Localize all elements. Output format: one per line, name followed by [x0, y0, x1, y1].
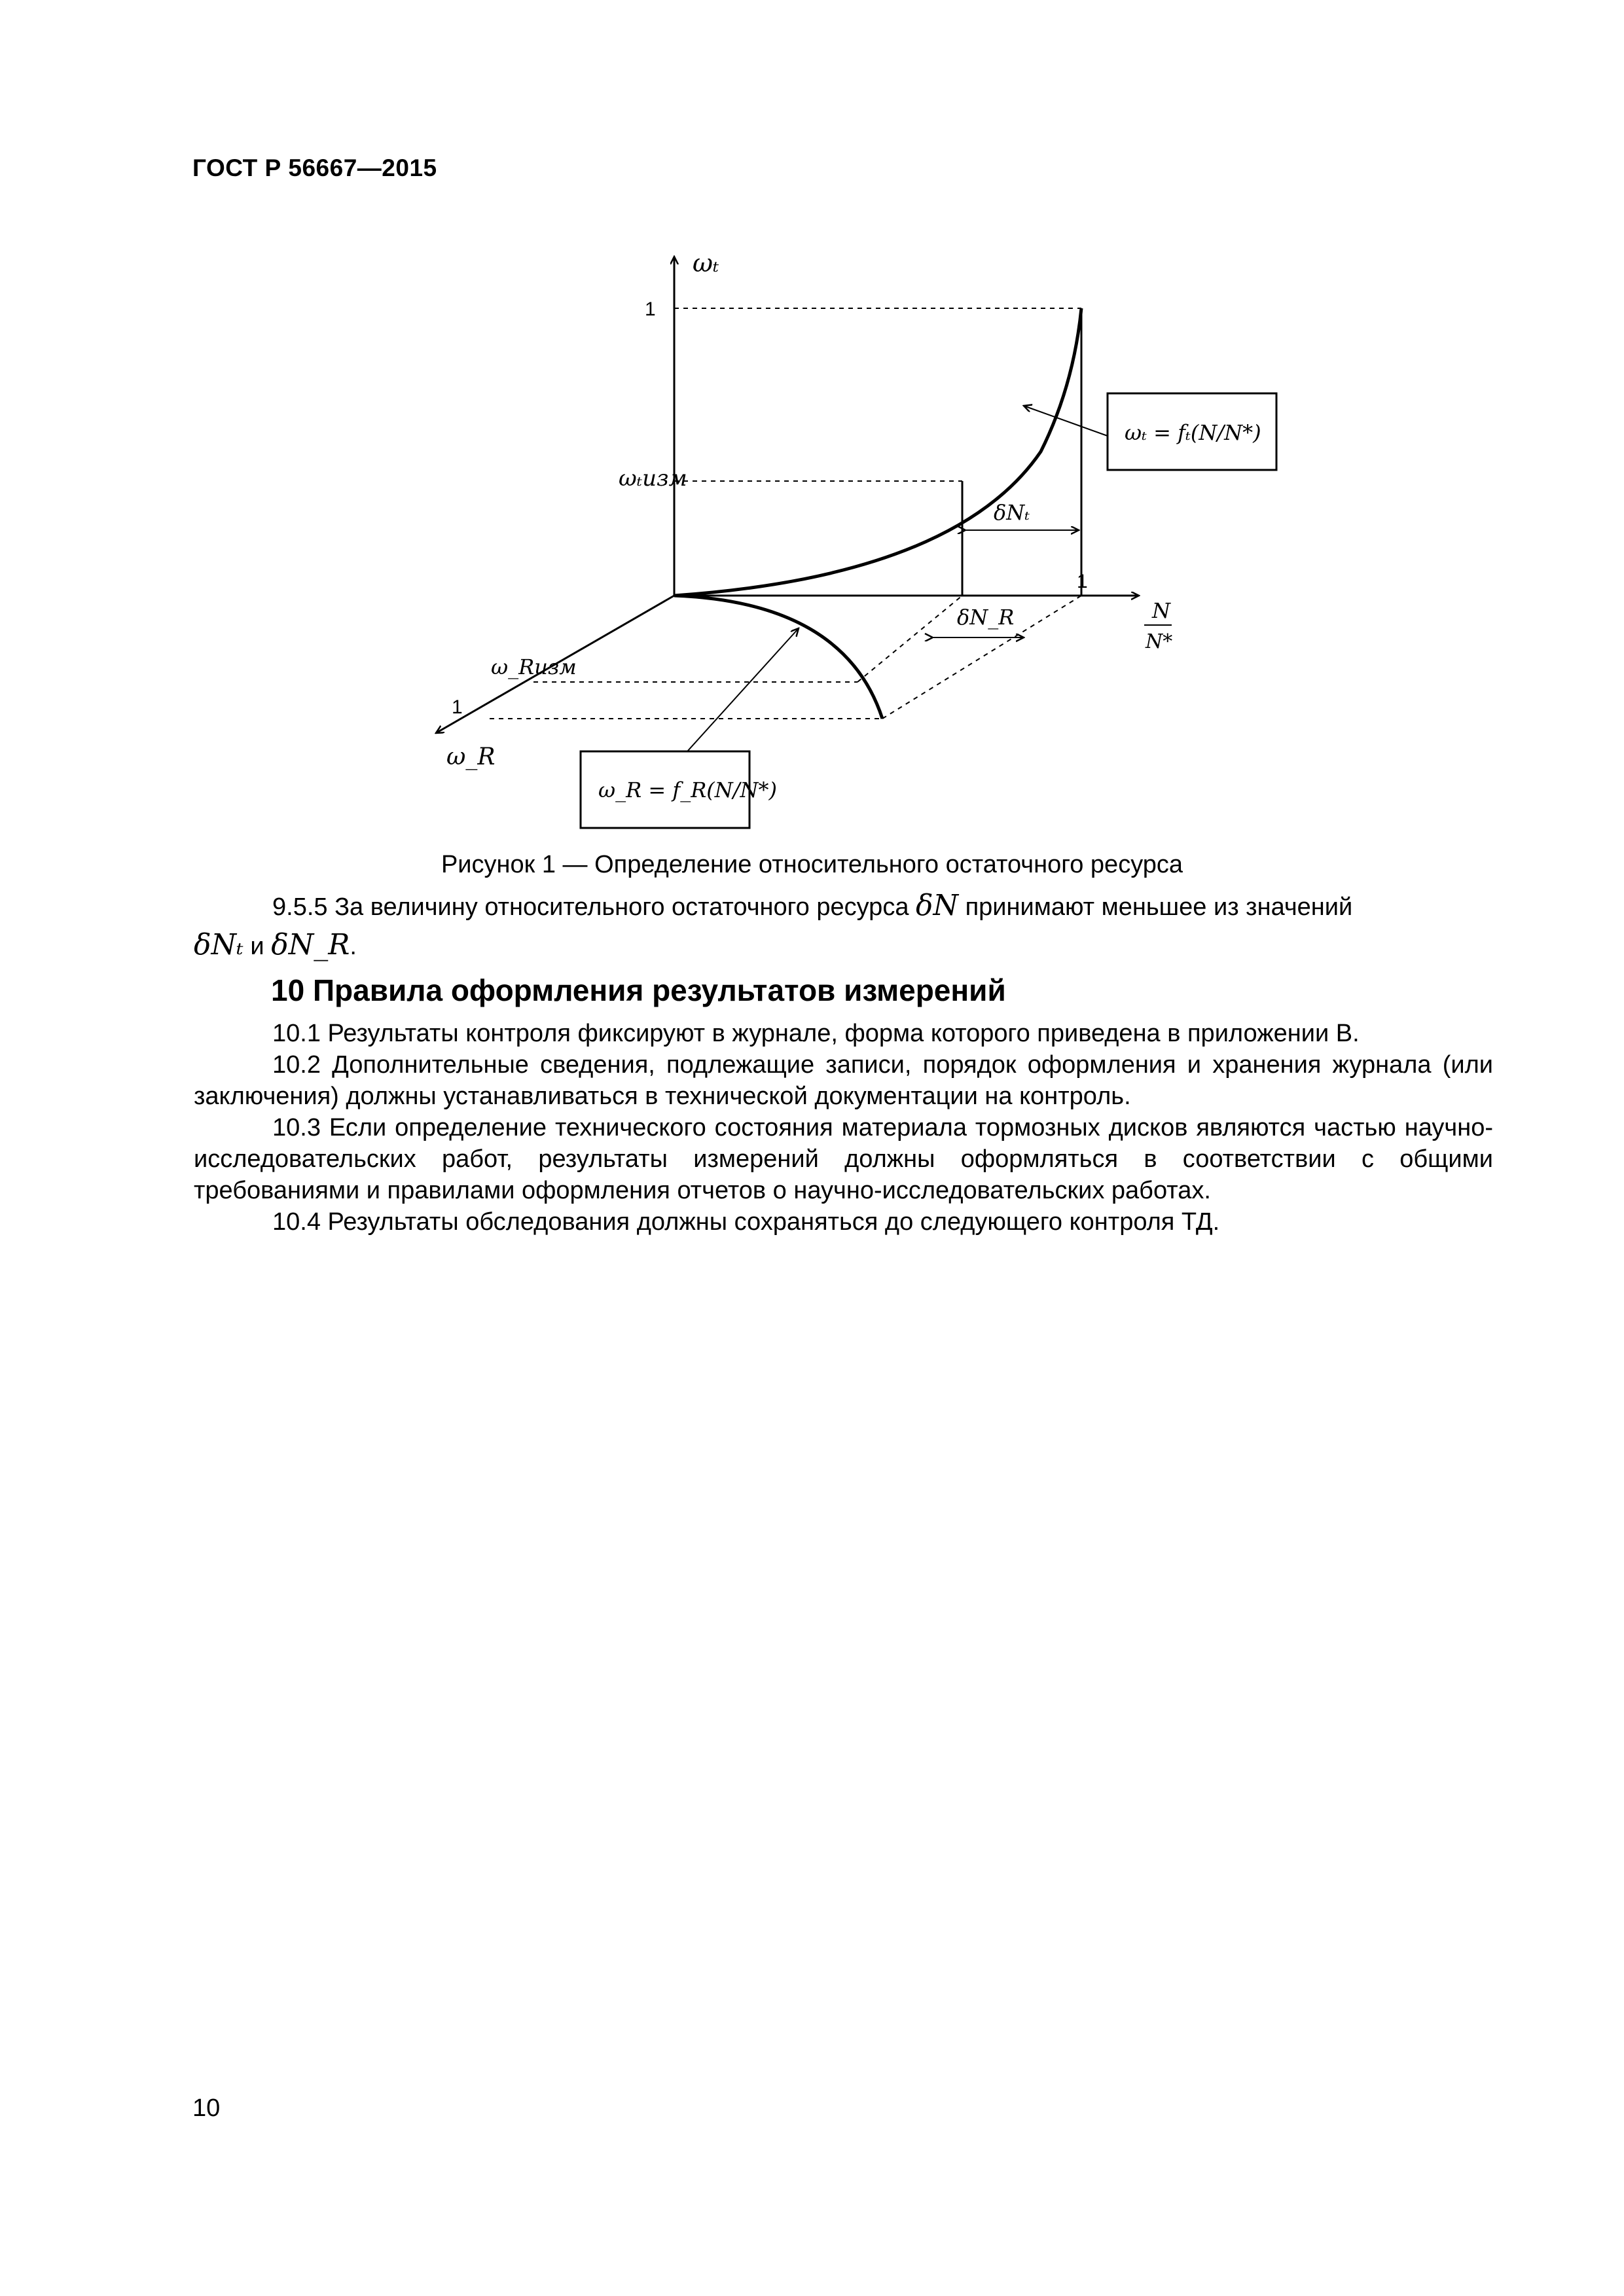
- tick-depth-one: 1: [452, 696, 463, 718]
- tick-omega-r-meas: ω_Rизм: [491, 655, 577, 679]
- formula-omega-t: ωₜ = fₜ(N/N*): [1125, 420, 1261, 445]
- paragraph-9-5-5-continuation: [194, 929, 1493, 962]
- omega-r-curve: [674, 596, 882, 719]
- para-end-period: .: [350, 933, 357, 960]
- document-number-header: ГОСТ Р 56667—2015: [192, 154, 437, 181]
- label-omega-t: ωₜ: [693, 249, 719, 278]
- para-9-5-5-text-1: 9.5.5 За величину относительного остаточного ресурса: [272, 893, 909, 921]
- tick-omega-t-meas: ωₜизм: [619, 465, 687, 492]
- var-delta-n-t: δNₜ: [194, 928, 244, 961]
- paragraph-10-1: [194, 1018, 1493, 1049]
- leader-omega-r: [687, 628, 799, 751]
- label-delta-n-r: δN_R: [957, 605, 1015, 630]
- label-n-denominator: N*: [1146, 630, 1173, 653]
- paragraph-10-4: [194, 1206, 1493, 1238]
- para-10-3-text: 10.3 Если определение технического состояния материала тормозных дисков являются частью научно-исследовательских работ, результаты измерений должны оформляться в соответствии с общими требованиями и правилами оформления отчетов о научно-исследовательских работах.: [194, 1114, 1493, 1204]
- label-delta-n-t: δNₜ: [994, 500, 1030, 525]
- var-delta-n: δN: [916, 889, 959, 922]
- label-omega-r: ω_R: [446, 744, 496, 770]
- formula-omega-r: ω_R = f_R(N/N*): [598, 778, 778, 802]
- paragraph-9-5-5: [194, 890, 1493, 923]
- figure-caption: Рисунок 1 — Определение относительного остаточного ресурса: [441, 851, 1183, 878]
- tick-horizontal-one: 1: [1077, 571, 1088, 592]
- var-delta-n-r: δN_R: [271, 928, 350, 961]
- page-number: 10: [192, 2094, 221, 2122]
- guide-meas-diagonal: [857, 596, 962, 682]
- paragraph-10-2: [194, 1049, 1493, 1112]
- para-9-5-5-text-2: принимают меньшее из значений: [965, 893, 1353, 921]
- residual-resource-diagram: [0, 0, 1624, 851]
- paragraph-10-3: [194, 1112, 1493, 1206]
- leader-omega-t: [1024, 406, 1108, 436]
- tick-vertical-one: 1: [645, 298, 656, 320]
- conjunction-and: и: [250, 933, 264, 960]
- section-heading: 10 Правила оформления результатов измерений: [271, 973, 1006, 1007]
- omega-t-curve: [674, 308, 1081, 596]
- para-10-4-text: 10.4 Результаты обследования должны сохраняться до следующего контроля ТД.: [272, 1208, 1220, 1236]
- para-10-1-text: 10.1 Результаты контроля фиксируют в журнале, форма которого приведена в приложении В.: [272, 1020, 1360, 1047]
- label-n-numerator: N: [1152, 598, 1170, 623]
- para-10-2-text: 10.2 Дополнительные сведения, подлежащие записи, порядок оформления и хранения журнала (или заключения) должны устанавливаться в технической документации на контроль.: [194, 1051, 1493, 1110]
